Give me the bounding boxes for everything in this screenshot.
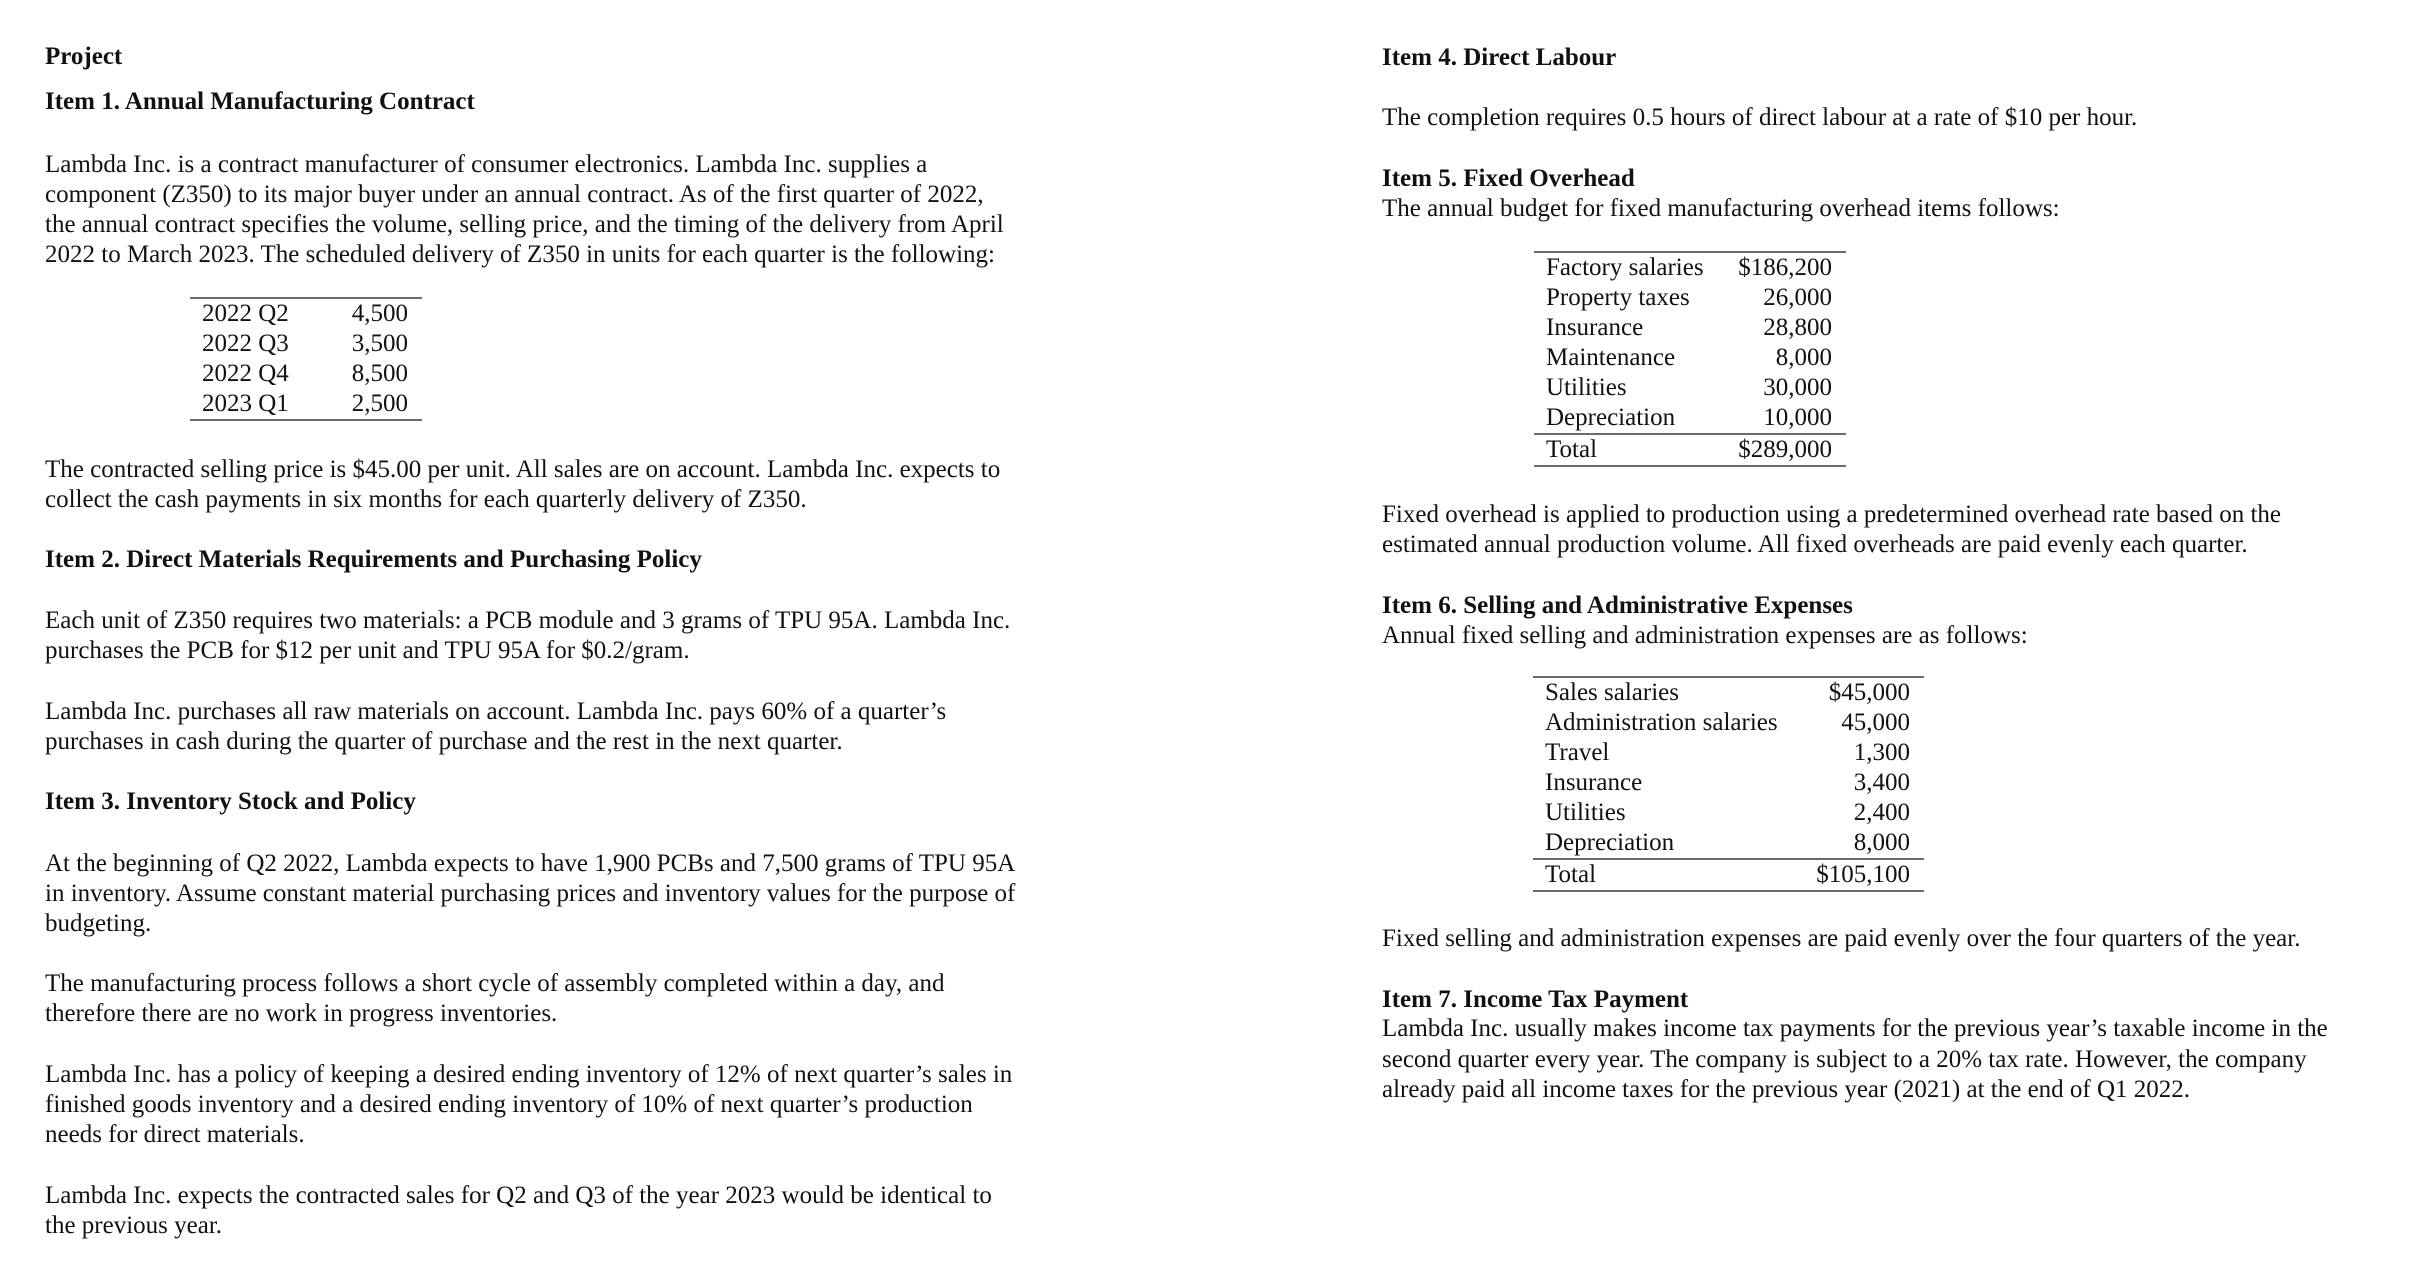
label-cell: Sales salaries: [1545, 679, 1679, 706]
item7-heading: Item 7. Income Tax Payment: [1382, 986, 1689, 1013]
item4-heading: Item 4. Direct Labour: [1382, 44, 1617, 71]
item6-para1-line: Fixed selling and administration expenses are paid evenly over the four quarters of the year.: [1382, 925, 2301, 952]
quarter-cell: 2022 Q2: [202, 300, 289, 327]
value-cell: $45,000: [1828, 679, 1910, 706]
value-cell: 1,300: [1853, 739, 1910, 766]
label-cell: Property taxes: [1546, 284, 1690, 311]
value-cell: 2,400: [1853, 799, 1910, 826]
item1-para1-line: component (Z350) to its major buyer under an annual contract. As of the first quarter of 2022,: [45, 181, 984, 208]
item3-para4-line: Lambda Inc. expects the contracted sales for Q2 and Q3 of the year 2023 would be identical to: [45, 1182, 992, 1209]
table-row: [1534, 313, 1846, 343]
item7-para1-line: second quarter every year. The company is subject to a 20% tax rate. However, the company: [1382, 1046, 2307, 1073]
units-cell: 3,500: [351, 330, 408, 357]
table-row: [1534, 373, 1846, 403]
table-total-row: [1534, 433, 1846, 465]
value-cell: $186,200: [1738, 254, 1832, 281]
delivery-schedule-table: [190, 297, 422, 421]
label-cell: Insurance: [1546, 314, 1644, 341]
item2-para2-line: purchases in cash during the quarter of purchase and the rest in the next quarter.: [45, 728, 843, 755]
item6-heading: Item 6. Selling and Administrative Expenses: [1382, 592, 1853, 619]
item5-para1-line: estimated annual production volume. All fixed overheads are paid evenly each quarter.: [1382, 531, 2248, 558]
item1-para2-line: The contracted selling price is $45.00 per unit. All sales are on account. Lambda Inc. expects to: [45, 456, 1001, 483]
label-cell: Factory salaries: [1546, 254, 1704, 281]
value-cell: 8,000: [1775, 344, 1832, 371]
item2-para1-line: purchases the PCB for $12 per unit and TPU 95A for $0.2/gram.: [45, 637, 690, 664]
value-cell: 45,000: [1841, 709, 1910, 736]
item2-para2-line: Lambda Inc. purchases all raw materials on account. Lambda Inc. pays 60% of a quarter’s: [45, 698, 947, 725]
item3-para4-line: the previous year.: [45, 1212, 223, 1239]
table-row: [1533, 798, 1924, 828]
label-cell: Travel: [1545, 739, 1610, 766]
label-cell: Maintenance: [1546, 344, 1676, 371]
value-cell: 3,400: [1853, 769, 1910, 796]
table-row: [1533, 678, 1924, 708]
item3-para3-line: Lambda Inc. has a policy of keeping a desired ending inventory of 12% of next quarter’s sales in: [45, 1061, 1013, 1088]
label-cell: Administration salaries: [1545, 709, 1778, 736]
item5-heading: Item 5. Fixed Overhead: [1382, 165, 1635, 192]
label-cell: Depreciation: [1545, 829, 1675, 856]
item3-heading: Item 3. Inventory Stock and Policy: [45, 788, 416, 815]
units-cell: 4,500: [351, 300, 408, 327]
total-value: $105,100: [1816, 861, 1910, 888]
table-row: [1534, 283, 1846, 313]
value-cell: 28,800: [1763, 314, 1832, 341]
item6-intro: Annual fixed selling and administration expenses are as follows:: [1382, 622, 2028, 649]
item3-para1-line: budgeting.: [45, 910, 152, 937]
item3-para2-line: therefore there are no work in progress inventories.: [45, 1000, 558, 1027]
table-row: [1533, 768, 1924, 798]
fixed-overhead-table: [1534, 251, 1846, 467]
total-value: $289,000: [1738, 436, 1832, 463]
total-label: Total: [1545, 861, 1597, 888]
table-row: [1533, 708, 1924, 738]
value-cell: 8,000: [1853, 829, 1910, 856]
table-row: [190, 329, 422, 359]
item1-para2-line: collect the cash payments in six months for each quarterly delivery of Z350.: [45, 486, 807, 513]
item4-para1-line: The completion requires 0.5 hours of direct labour at a rate of $10 per hour.: [1382, 104, 2138, 131]
item3-para2-line: The manufacturing process follows a short cycle of assembly completed within a day, and: [45, 970, 945, 997]
item1-para1-line: Lambda Inc. is a contract manufacturer of consumer electronics. Lambda Inc. supplies a: [45, 151, 928, 178]
item1-para1-line: 2022 to March 2023. The scheduled delivery of Z350 in units for each quarter is the following:: [45, 241, 995, 268]
quarter-cell: 2022 Q3: [202, 330, 289, 357]
quarter-cell: 2023 Q1: [202, 390, 289, 417]
value-cell: 10,000: [1763, 404, 1832, 431]
units-cell: 8,500: [351, 360, 408, 387]
quarter-cell: 2022 Q4: [202, 360, 289, 387]
table-row: [1534, 343, 1846, 373]
document-title: Project: [45, 43, 123, 70]
item1-heading: Item 1. Annual Manufacturing Contract: [45, 88, 475, 115]
label-cell: Insurance: [1545, 769, 1643, 796]
item7-para1-line: already paid all income taxes for the previous year (2021) at the end of Q1 2022.: [1382, 1076, 2191, 1103]
value-cell: 30,000: [1763, 374, 1832, 401]
item1-para1-line: the annual contract specifies the volume, selling price, and the timing of the delivery from April: [45, 211, 1004, 238]
label-cell: Utilities: [1546, 374, 1627, 401]
table-row: [1533, 738, 1924, 768]
units-cell: 2,500: [351, 390, 408, 417]
item5-intro: The annual budget for fixed manufacturing overhead items follows:: [1382, 195, 2060, 222]
item3-para3-line: needs for direct materials.: [45, 1121, 305, 1148]
table-row: [190, 359, 422, 389]
table-row: [190, 389, 422, 419]
total-label: Total: [1546, 436, 1598, 463]
item7-para1-line: Lambda Inc. usually makes income tax payments for the previous year’s taxable income in the: [1382, 1015, 2328, 1042]
item3-para3-line: finished goods inventory and a desired ending inventory of 10% of next quarter’s production: [45, 1091, 973, 1118]
item5-para1-line: Fixed overhead is applied to production using a predetermined overhead rate based on the: [1382, 501, 2282, 528]
table-row: [1534, 253, 1846, 283]
item2-para1-line: Each unit of Z350 requires two materials: a PCB module and 3 grams of TPU 95A. Lambda Inc.: [45, 607, 1011, 634]
item2-heading: Item 2. Direct Materials Requirements and Purchasing Policy: [45, 546, 702, 573]
table-row: [190, 299, 422, 329]
value-cell: 26,000: [1763, 284, 1832, 311]
table-row: [1533, 828, 1924, 858]
table-row: [1534, 403, 1846, 433]
selling-admin-expenses-table: [1533, 676, 1924, 892]
item3-para1-line: in inventory. Assume constant material purchasing prices and inventory values for the purpose of: [45, 880, 1016, 907]
label-cell: Depreciation: [1546, 404, 1676, 431]
label-cell: Utilities: [1545, 799, 1626, 826]
item3-para1-line: At the beginning of Q2 2022, Lambda expects to have 1,900 PCBs and 7,500 grams of TPU 95A: [45, 850, 1016, 877]
table-total-row: [1533, 858, 1924, 890]
